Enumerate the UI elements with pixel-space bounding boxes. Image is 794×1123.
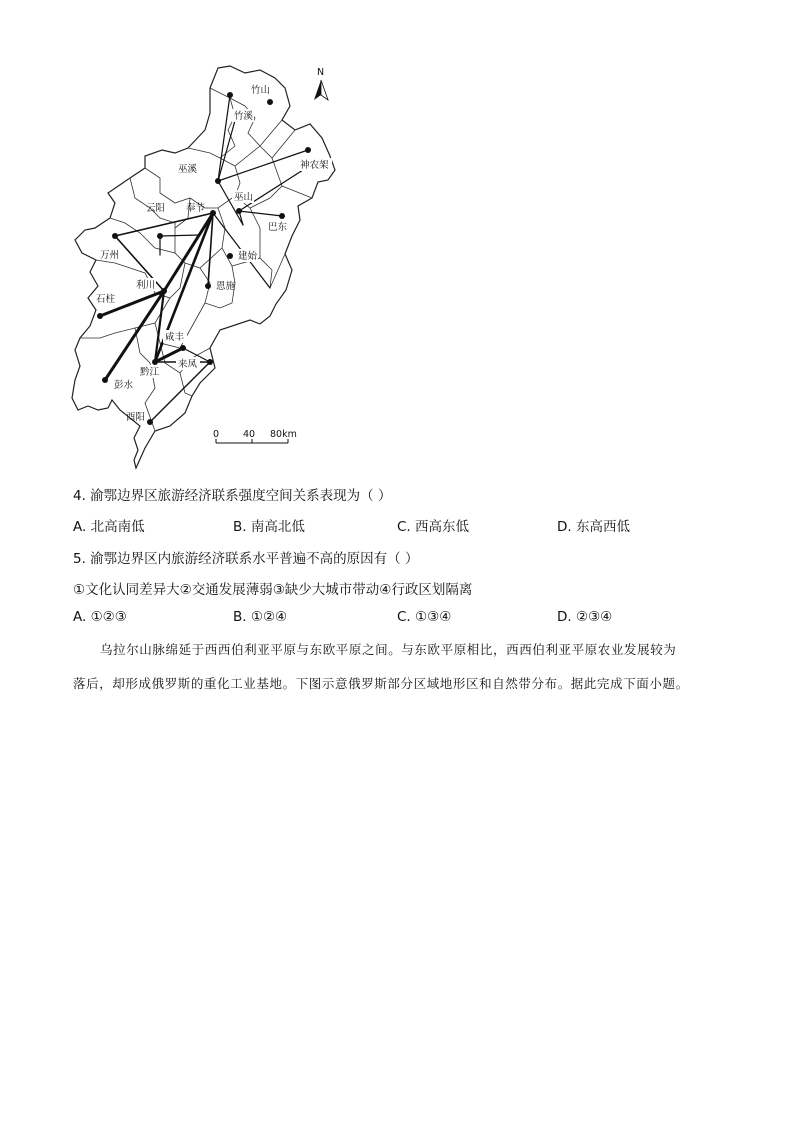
scale-tick-0: 0 [213,429,220,440]
q4-option-a: A. 北高南低 [73,519,145,535]
node-laifeng [207,359,213,365]
label-badong: 巴东 [268,222,288,233]
node-wanzhou [112,233,118,239]
node-badong [279,213,285,219]
label-zhuxi: 竹溪 [234,111,254,122]
north-label: N [317,67,325,78]
label-wuxi: 巫溪 [178,164,198,175]
node-wuxi [215,178,221,184]
question-5-stem: 5. 渝鄂边界区内旅游经济联系水平普遍不高的原因有（ ） [73,551,419,567]
q5-option-b: B. ①②④ [233,609,288,625]
node-shizhu [97,313,103,319]
label-youyang: 酉阳 [126,412,146,423]
scale-tick-80: 80km [270,429,297,440]
node-wushan [236,208,242,214]
node-yunyang [157,233,163,239]
north-arrow-icon [314,67,328,100]
node-pengshui [102,377,108,383]
label-laifeng: 来凤 [178,359,198,370]
node-qianjiang [152,359,158,365]
q4-option-c: C. 西高东低 [397,519,470,535]
region-outline [72,66,335,468]
q4-option-d: D. 东高西低 [557,519,630,535]
label-yunyang: 云阳 [146,203,166,214]
node-zhushan [227,92,233,98]
scale-tick-40: 40 [243,429,256,440]
node-shennongjia [305,147,311,153]
label-wushan: 巫山 [234,192,254,203]
node-xianfeng [180,345,186,351]
label-pengshui: 彭水 [114,380,134,391]
label-shennongjia: 神农架 [300,160,329,171]
q5-option-a: A. ①②③ [73,609,127,625]
question-5-statements: ①文化认同差异大②交通发展薄弱③缺少大城市带动④行政区划隔离 [73,582,473,598]
question-4-stem: 4. 渝鄂边界区旅游经济联系强度空间关系表现为（ ） [73,488,392,504]
label-qianjiang: 黔江 [140,367,160,378]
label-enshi: 恩施 [216,281,236,292]
label-fengjie: 奉节 [186,203,206,214]
node-fengjie [210,210,216,216]
node-zhuxi [267,99,273,105]
node-enshi [205,283,211,289]
label-zhushan: 竹山 [251,85,271,96]
node-jianshi [227,253,233,259]
label-xianfeng: 咸丰 [165,332,185,343]
scale-bar [213,429,297,443]
label-lichuan: 利川 [136,280,156,291]
q5-option-c: C. ①③④ [397,609,452,625]
label-wanzhou: 万州 [100,250,120,261]
node-lichuan [161,288,167,294]
passage-line-2: 落后，却形成俄罗斯的重化工业基地。下图示意俄罗斯部分区域地形区和自然带分布。据此完成下面小题。 [73,676,689,691]
tourism-linkage-map [60,58,350,478]
label-shizhu: 石柱 [96,294,116,305]
q4-option-b: B. 南高北低 [233,519,305,535]
q5-option-d: D. ②③④ [557,609,613,625]
node-youyang [147,419,153,425]
label-jianshi: 建始 [238,251,258,262]
passage-line-1: 乌拉尔山脉绵延于西西伯利亚平原与东欧平原之间。与东欧平原相比，西西伯利亚平原农业发展较为 [100,642,677,657]
